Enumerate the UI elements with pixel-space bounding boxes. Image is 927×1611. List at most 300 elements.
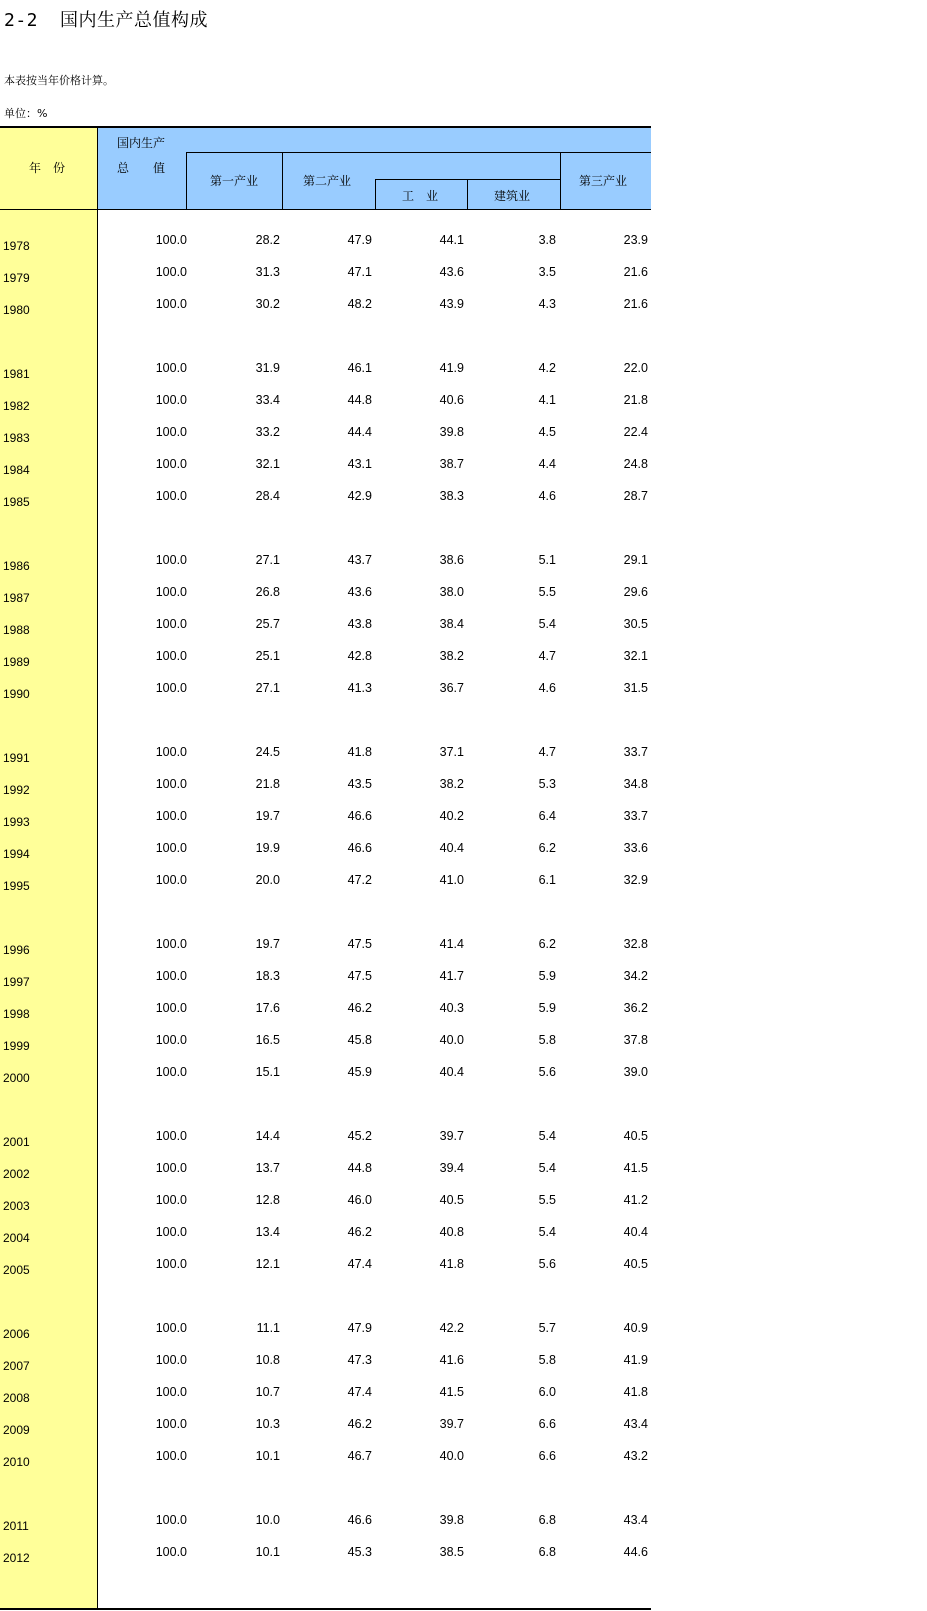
secondary-cell: 46.2 xyxy=(347,1001,372,1015)
table-title: 国内生产总值构成 xyxy=(60,10,209,31)
secondary-cell: 45.9 xyxy=(347,1065,372,1079)
table-note: 本表按当年价格计算。 xyxy=(4,74,114,87)
industry-cell: 41.5 xyxy=(439,1385,464,1399)
table-row xyxy=(0,1417,651,1437)
secondary-cell: 45.2 xyxy=(347,1129,372,1143)
year-cell: 2007 xyxy=(3,1359,30,1373)
tertiary-cell: 33.6 xyxy=(623,841,648,855)
secondary-cell: 41.3 xyxy=(347,681,372,695)
header-divider xyxy=(560,152,561,210)
industry-cell: 42.2 xyxy=(439,1321,464,1335)
construction-cell: 6.6 xyxy=(538,1417,556,1431)
tertiary-cell: 40.4 xyxy=(623,1225,648,1239)
year-cell: 1986 xyxy=(3,559,30,573)
gdp-cell: 100.0 xyxy=(155,1353,187,1367)
secondary-cell: 42.8 xyxy=(347,649,372,663)
construction-cell: 4.7 xyxy=(538,649,556,663)
year-cell: 2005 xyxy=(3,1263,30,1277)
year-cell: 1991 xyxy=(3,751,30,765)
table-row xyxy=(0,361,651,381)
primary-cell: 26.8 xyxy=(255,585,280,599)
year-cell: 1995 xyxy=(3,879,30,893)
table-header xyxy=(97,126,651,210)
tertiary-cell: 41.2 xyxy=(623,1193,648,1207)
header-secondary: 第二产业 xyxy=(303,174,352,188)
primary-cell: 33.4 xyxy=(255,393,280,407)
year-cell: 1982 xyxy=(3,399,30,413)
tertiary-cell: 32.1 xyxy=(623,649,648,663)
construction-cell: 3.5 xyxy=(538,265,556,279)
gdp-cell: 100.0 xyxy=(155,425,187,439)
year-cell: 1999 xyxy=(3,1039,30,1053)
secondary-cell: 48.2 xyxy=(347,297,372,311)
gdp-cell: 100.0 xyxy=(155,841,187,855)
year-cell: 2000 xyxy=(3,1071,30,1085)
tertiary-cell: 41.9 xyxy=(623,1353,648,1367)
header-divider xyxy=(186,152,187,210)
gdp-cell: 100.0 xyxy=(155,1193,187,1207)
gdp-cell: 100.0 xyxy=(155,585,187,599)
year-cell: 1979 xyxy=(3,271,30,285)
year-cell: 1989 xyxy=(3,655,30,669)
gdp-cell: 100.0 xyxy=(155,233,187,247)
construction-cell: 6.8 xyxy=(538,1545,556,1559)
tertiary-cell: 37.8 xyxy=(623,1033,648,1047)
table-row xyxy=(0,1225,651,1245)
gdp-cell: 100.0 xyxy=(155,265,187,279)
table-row xyxy=(0,457,651,477)
secondary-cell: 42.9 xyxy=(347,489,372,503)
industry-cell: 40.4 xyxy=(439,1065,464,1079)
primary-cell: 20.0 xyxy=(255,873,280,887)
year-cell: 1996 xyxy=(3,943,30,957)
construction-cell: 5.5 xyxy=(538,1193,556,1207)
primary-cell: 31.3 xyxy=(255,265,280,279)
year-cell: 1998 xyxy=(3,1007,30,1021)
construction-cell: 6.2 xyxy=(538,841,556,855)
header-year: 年 份 xyxy=(29,161,66,175)
unit-label: 单位：% xyxy=(4,107,48,120)
gdp-cell: 100.0 xyxy=(155,745,187,759)
table-row xyxy=(0,681,651,701)
tertiary-cell: 32.9 xyxy=(623,873,648,887)
header-construction: 建筑业 xyxy=(494,189,531,203)
year-cell: 1978 xyxy=(3,239,30,253)
industry-cell: 41.7 xyxy=(439,969,464,983)
tertiary-cell: 21.8 xyxy=(623,393,648,407)
table-row xyxy=(0,1065,651,1085)
industry-cell: 38.2 xyxy=(439,649,464,663)
table-row xyxy=(0,1257,651,1277)
industry-cell: 39.7 xyxy=(439,1417,464,1431)
primary-cell: 28.2 xyxy=(255,233,280,247)
gdp-cell: 100.0 xyxy=(155,969,187,983)
tertiary-cell: 43.4 xyxy=(623,1417,648,1431)
year-cell: 1997 xyxy=(3,975,30,989)
table-bottom-border xyxy=(0,1608,651,1610)
industry-cell: 39.8 xyxy=(439,425,464,439)
secondary-cell: 47.5 xyxy=(347,937,372,951)
table-row xyxy=(0,553,651,573)
gdp-cell: 100.0 xyxy=(155,1161,187,1175)
secondary-cell: 47.2 xyxy=(347,873,372,887)
construction-cell: 5.8 xyxy=(538,1033,556,1047)
primary-cell: 32.1 xyxy=(255,457,280,471)
construction-cell: 6.4 xyxy=(538,809,556,823)
year-cell: 1987 xyxy=(3,591,30,605)
industry-cell: 39.4 xyxy=(439,1161,464,1175)
primary-cell: 10.0 xyxy=(255,1513,280,1527)
primary-cell: 11.1 xyxy=(256,1321,280,1335)
industry-cell: 44.1 xyxy=(439,233,464,247)
tertiary-cell: 23.9 xyxy=(623,233,648,247)
primary-cell: 19.9 xyxy=(255,841,280,855)
industry-cell: 40.2 xyxy=(439,809,464,823)
secondary-cell: 43.1 xyxy=(347,457,372,471)
construction-cell: 4.3 xyxy=(538,297,556,311)
secondary-cell: 46.2 xyxy=(347,1417,372,1431)
construction-cell: 5.5 xyxy=(538,585,556,599)
gdp-cell: 100.0 xyxy=(155,1033,187,1047)
gdp-cell: 100.0 xyxy=(155,1001,187,1015)
table-row xyxy=(0,1449,651,1469)
gdp-cell: 100.0 xyxy=(155,1065,187,1079)
construction-cell: 4.6 xyxy=(538,681,556,695)
tertiary-cell: 43.2 xyxy=(623,1449,648,1463)
construction-cell: 6.0 xyxy=(538,1385,556,1399)
secondary-cell: 41.8 xyxy=(347,745,372,759)
gdp-cell: 100.0 xyxy=(155,809,187,823)
table-row xyxy=(0,297,651,317)
table-row xyxy=(0,1513,651,1533)
table-row xyxy=(0,1193,651,1213)
secondary-cell: 43.5 xyxy=(347,777,372,791)
table-row xyxy=(0,489,651,509)
construction-cell: 4.7 xyxy=(538,745,556,759)
tertiary-cell: 30.5 xyxy=(623,617,648,631)
gdp-cell: 100.0 xyxy=(155,617,187,631)
gdp-cell: 100.0 xyxy=(155,777,187,791)
construction-cell: 5.4 xyxy=(538,617,556,631)
secondary-cell: 47.1 xyxy=(347,265,372,279)
secondary-cell: 47.4 xyxy=(347,1257,372,1271)
gdp-cell: 100.0 xyxy=(155,681,187,695)
primary-cell: 27.1 xyxy=(255,681,280,695)
tertiary-cell: 33.7 xyxy=(623,809,648,823)
secondary-cell: 46.6 xyxy=(347,1513,372,1527)
industry-cell: 41.6 xyxy=(439,1353,464,1367)
year-cell: 2004 xyxy=(3,1231,30,1245)
primary-cell: 10.8 xyxy=(255,1353,280,1367)
table-row xyxy=(0,777,651,797)
industry-cell: 38.4 xyxy=(439,617,464,631)
tertiary-cell: 40.9 xyxy=(623,1321,648,1335)
primary-cell: 15.1 xyxy=(255,1065,280,1079)
table-row xyxy=(0,809,651,829)
year-cell: 2002 xyxy=(3,1167,30,1181)
secondary-cell: 47.9 xyxy=(347,233,372,247)
industry-cell: 39.7 xyxy=(439,1129,464,1143)
year-cell: 1992 xyxy=(3,783,30,797)
gdp-cell: 100.0 xyxy=(155,1545,187,1559)
year-cell: 2010 xyxy=(3,1455,30,1469)
construction-cell: 4.2 xyxy=(538,361,556,375)
header-industry: 工 业 xyxy=(402,189,439,203)
primary-cell: 19.7 xyxy=(255,809,280,823)
header-divider xyxy=(282,152,283,210)
construction-cell: 5.7 xyxy=(538,1321,556,1335)
secondary-cell: 44.4 xyxy=(347,425,372,439)
table-row xyxy=(0,1545,651,1565)
construction-cell: 5.9 xyxy=(538,1001,556,1015)
table-number: 2-2 xyxy=(4,10,39,31)
primary-cell: 14.4 xyxy=(255,1129,280,1143)
construction-cell: 5.6 xyxy=(538,1257,556,1271)
gdp-cell: 100.0 xyxy=(155,1321,187,1335)
table-row xyxy=(0,969,651,989)
gdp-cell: 100.0 xyxy=(155,1385,187,1399)
secondary-cell: 46.6 xyxy=(347,841,372,855)
year-cell: 2006 xyxy=(3,1327,30,1341)
industry-cell: 37.1 xyxy=(439,745,464,759)
industry-cell: 38.5 xyxy=(439,1545,464,1559)
year-cell: 1980 xyxy=(3,303,30,317)
construction-cell: 6.8 xyxy=(538,1513,556,1527)
primary-cell: 21.8 xyxy=(255,777,280,791)
data-table xyxy=(0,126,651,1610)
construction-cell: 4.6 xyxy=(538,489,556,503)
table-row xyxy=(0,1321,651,1341)
tertiary-cell: 40.5 xyxy=(623,1129,648,1143)
table-row xyxy=(0,617,651,637)
header-divider xyxy=(467,179,468,210)
year-cell: 1981 xyxy=(3,367,30,381)
primary-cell: 18.3 xyxy=(255,969,280,983)
secondary-cell: 47.3 xyxy=(347,1353,372,1367)
header-gdp-line1: 国内生产 xyxy=(117,136,166,150)
industry-cell: 38.3 xyxy=(439,489,464,503)
secondary-cell: 46.2 xyxy=(347,1225,372,1239)
table-row xyxy=(0,1161,651,1181)
secondary-cell: 47.5 xyxy=(347,969,372,983)
table-row xyxy=(0,585,651,605)
secondary-cell: 47.4 xyxy=(347,1385,372,1399)
table-row xyxy=(0,1129,651,1149)
gdp-cell: 100.0 xyxy=(155,393,187,407)
construction-cell: 4.5 xyxy=(538,425,556,439)
secondary-cell: 47.9 xyxy=(347,1321,372,1335)
year-cell: 1983 xyxy=(3,431,30,445)
table-row xyxy=(0,425,651,445)
page-title xyxy=(4,6,208,32)
year-cell: 1988 xyxy=(3,623,30,637)
tertiary-cell: 28.7 xyxy=(623,489,648,503)
construction-cell: 5.8 xyxy=(538,1353,556,1367)
tertiary-cell: 29.6 xyxy=(623,585,648,599)
table-row xyxy=(0,265,651,285)
gdp-cell: 100.0 xyxy=(155,1449,187,1463)
secondary-cell: 45.3 xyxy=(347,1545,372,1559)
gdp-cell: 100.0 xyxy=(155,937,187,951)
header-tertiary: 第三产业 xyxy=(579,174,628,188)
tertiary-cell: 33.7 xyxy=(623,745,648,759)
table-row xyxy=(0,745,651,765)
primary-cell: 16.5 xyxy=(255,1033,280,1047)
tertiary-cell: 31.5 xyxy=(623,681,648,695)
tertiary-cell: 34.8 xyxy=(623,777,648,791)
gdp-cell: 100.0 xyxy=(155,553,187,567)
primary-cell: 10.3 xyxy=(255,1417,280,1431)
construction-cell: 6.6 xyxy=(538,1449,556,1463)
year-cell: 2012 xyxy=(3,1551,30,1565)
gdp-cell: 100.0 xyxy=(155,489,187,503)
secondary-cell: 43.8 xyxy=(347,617,372,631)
table-row xyxy=(0,1353,651,1373)
tertiary-cell: 22.4 xyxy=(623,425,648,439)
year-cell: 1984 xyxy=(3,463,30,477)
year-cell: 2009 xyxy=(3,1423,30,1437)
primary-cell: 25.1 xyxy=(255,649,280,663)
primary-cell: 13.7 xyxy=(255,1161,280,1175)
tertiary-cell: 29.1 xyxy=(623,553,648,567)
secondary-cell: 46.0 xyxy=(347,1193,372,1207)
construction-cell: 5.4 xyxy=(538,1161,556,1175)
year-cell: 1994 xyxy=(3,847,30,861)
tertiary-cell: 21.6 xyxy=(623,265,648,279)
industry-cell: 38.2 xyxy=(439,777,464,791)
year-cell: 2011 xyxy=(3,1519,29,1533)
industry-cell: 40.5 xyxy=(439,1193,464,1207)
industry-cell: 39.8 xyxy=(439,1513,464,1527)
primary-cell: 31.9 xyxy=(255,361,280,375)
table-row xyxy=(0,841,651,861)
industry-cell: 43.6 xyxy=(439,265,464,279)
header-gdp-line2: 总 值 xyxy=(117,161,166,175)
construction-cell: 5.9 xyxy=(538,969,556,983)
tertiary-cell: 39.0 xyxy=(623,1065,648,1079)
industry-cell: 41.9 xyxy=(439,361,464,375)
industry-cell: 43.9 xyxy=(439,297,464,311)
secondary-cell: 46.1 xyxy=(347,361,372,375)
table-row xyxy=(0,649,651,669)
construction-cell: 4.4 xyxy=(538,457,556,471)
secondary-cell: 46.6 xyxy=(347,809,372,823)
gdp-cell: 100.0 xyxy=(155,1225,187,1239)
industry-cell: 40.0 xyxy=(439,1449,464,1463)
construction-cell: 5.1 xyxy=(538,553,556,567)
year-cell: 2001 xyxy=(3,1135,30,1149)
primary-cell: 33.2 xyxy=(255,425,280,439)
construction-cell: 5.3 xyxy=(538,777,556,791)
primary-cell: 27.1 xyxy=(255,553,280,567)
year-cell: 2003 xyxy=(3,1199,30,1213)
secondary-cell: 44.8 xyxy=(347,393,372,407)
primary-cell: 25.7 xyxy=(255,617,280,631)
industry-cell: 40.0 xyxy=(439,1033,464,1047)
industry-cell: 41.4 xyxy=(439,937,464,951)
industry-cell: 41.8 xyxy=(439,1257,464,1271)
industry-cell: 40.4 xyxy=(439,841,464,855)
construction-cell: 4.1 xyxy=(538,393,556,407)
tertiary-cell: 40.5 xyxy=(623,1257,648,1271)
gdp-cell: 100.0 xyxy=(155,649,187,663)
gdp-cell: 100.0 xyxy=(155,1417,187,1431)
tertiary-cell: 43.4 xyxy=(623,1513,648,1527)
header-primary: 第一产业 xyxy=(210,174,259,188)
primary-cell: 12.1 xyxy=(255,1257,280,1271)
industry-cell: 36.7 xyxy=(439,681,464,695)
industry-cell: 38.7 xyxy=(439,457,464,471)
tertiary-cell: 32.8 xyxy=(623,937,648,951)
primary-cell: 30.2 xyxy=(255,297,280,311)
primary-cell: 10.1 xyxy=(255,1545,280,1559)
gdp-cell: 100.0 xyxy=(155,1513,187,1527)
tertiary-cell: 44.6 xyxy=(623,1545,648,1559)
table-row xyxy=(0,1001,651,1021)
gdp-cell: 100.0 xyxy=(155,361,187,375)
industry-cell: 40.3 xyxy=(439,1001,464,1015)
tertiary-cell: 22.0 xyxy=(623,361,648,375)
year-cell: 1985 xyxy=(3,495,30,509)
industry-cell: 38.0 xyxy=(439,585,464,599)
primary-cell: 12.8 xyxy=(255,1193,280,1207)
primary-cell: 10.7 xyxy=(255,1385,280,1399)
tertiary-cell: 41.5 xyxy=(623,1161,648,1175)
secondary-cell: 44.8 xyxy=(347,1161,372,1175)
table-row xyxy=(0,937,651,957)
tertiary-cell: 41.8 xyxy=(623,1385,648,1399)
construction-cell: 6.2 xyxy=(538,937,556,951)
construction-cell: 5.4 xyxy=(538,1129,556,1143)
secondary-cell: 46.7 xyxy=(347,1449,372,1463)
tertiary-cell: 24.8 xyxy=(623,457,648,471)
table-row xyxy=(0,233,651,253)
table-row xyxy=(0,393,651,413)
table-row xyxy=(0,873,651,893)
industry-cell: 38.6 xyxy=(439,553,464,567)
tertiary-cell: 36.2 xyxy=(623,1001,648,1015)
gdp-cell: 100.0 xyxy=(155,873,187,887)
secondary-cell: 45.8 xyxy=(347,1033,372,1047)
table-row xyxy=(0,1033,651,1053)
year-cell: 1990 xyxy=(3,687,30,701)
construction-cell: 5.6 xyxy=(538,1065,556,1079)
industry-cell: 40.8 xyxy=(439,1225,464,1239)
secondary-cell: 43.7 xyxy=(347,553,372,567)
tertiary-cell: 21.6 xyxy=(623,297,648,311)
primary-cell: 13.4 xyxy=(255,1225,280,1239)
primary-cell: 17.6 xyxy=(255,1001,280,1015)
construction-cell: 3.8 xyxy=(538,233,556,247)
gdp-cell: 100.0 xyxy=(155,1257,187,1271)
industry-cell: 40.6 xyxy=(439,393,464,407)
industry-cell: 41.0 xyxy=(439,873,464,887)
table-row xyxy=(0,1385,651,1405)
construction-cell: 5.4 xyxy=(538,1225,556,1239)
year-cell: 1993 xyxy=(3,815,30,829)
primary-cell: 19.7 xyxy=(255,937,280,951)
gdp-cell: 100.0 xyxy=(155,1129,187,1143)
header-divider xyxy=(375,179,376,210)
secondary-cell: 43.6 xyxy=(347,585,372,599)
tertiary-cell: 34.2 xyxy=(623,969,648,983)
year-cell: 2008 xyxy=(3,1391,30,1405)
primary-cell: 24.5 xyxy=(255,745,280,759)
construction-cell: 6.1 xyxy=(538,873,556,887)
header-line xyxy=(186,152,651,153)
primary-cell: 10.1 xyxy=(255,1449,280,1463)
gdp-cell: 100.0 xyxy=(155,297,187,311)
